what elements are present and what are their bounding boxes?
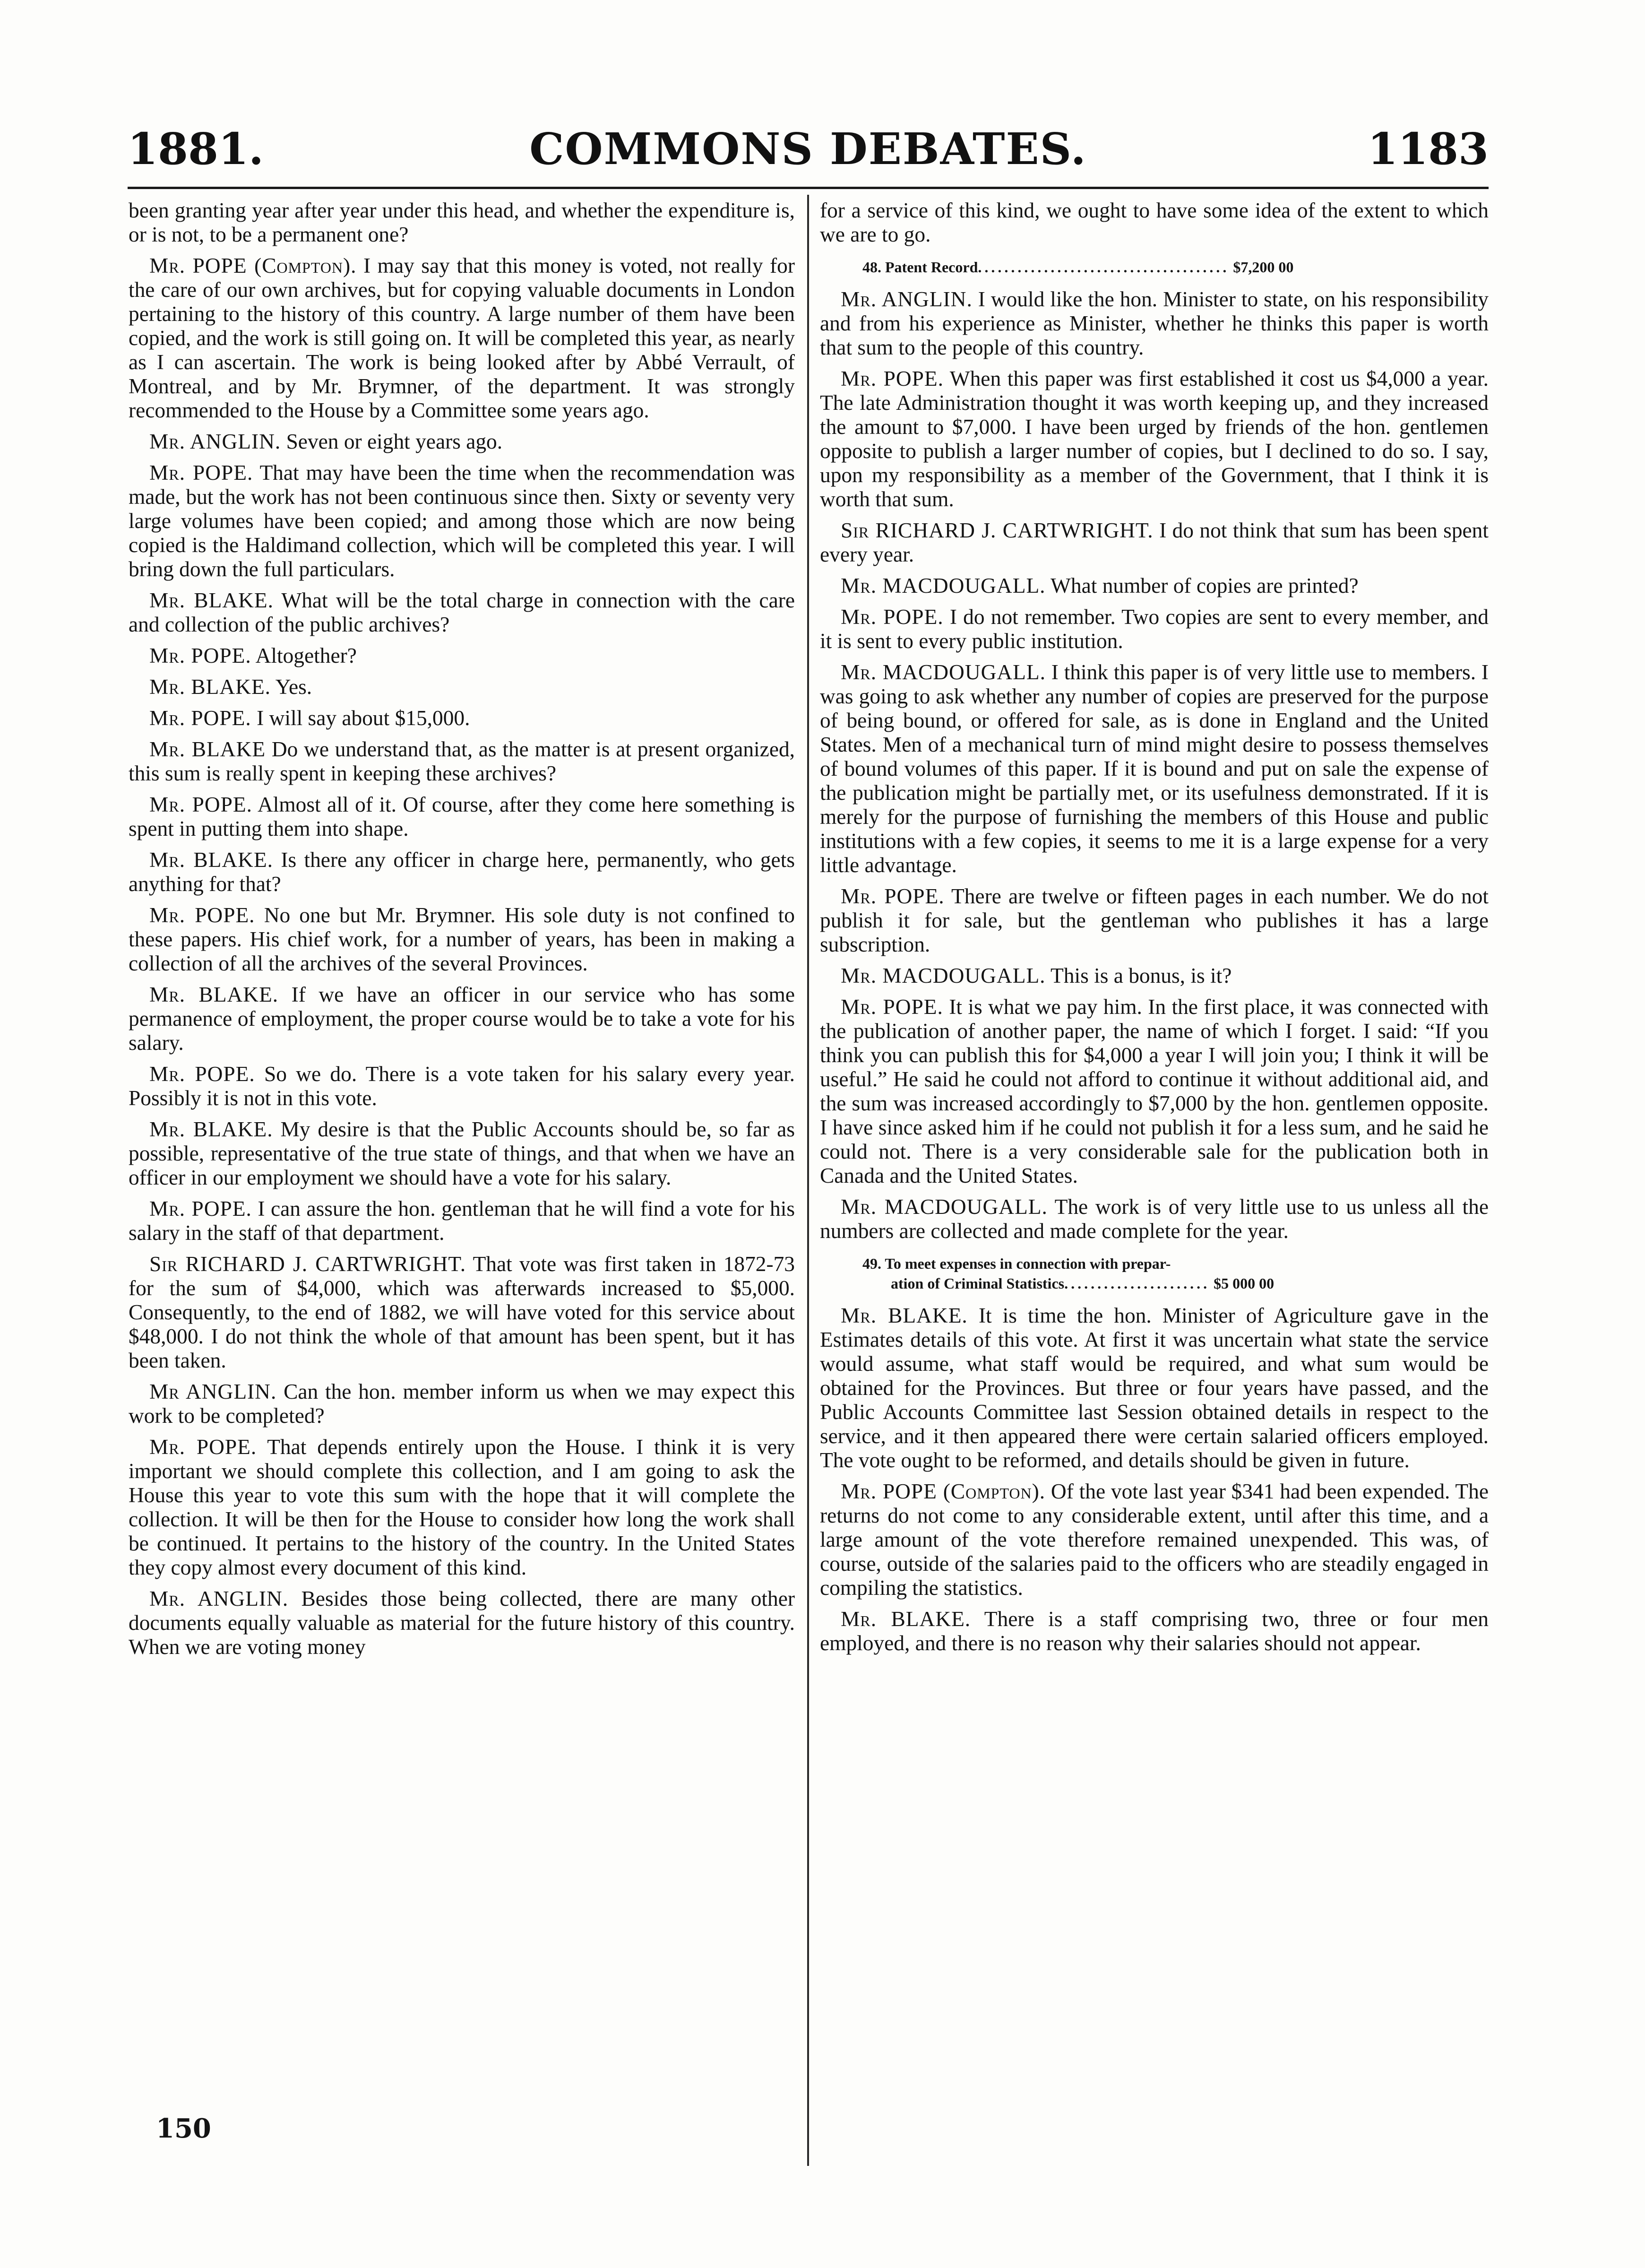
paragraph-text: That depends entirely upon the House. I think it is very important we should complete this collection, and I am going to ask the House this year to vote this sum with the hope that it will complete the collection. It will be then for the House to consider how long the work shall be continued. It pertains to the history of the country. In the United States they copy almost every document of this kind.: [129, 1435, 795, 1579]
paragraph: [820, 995, 1489, 1188]
speaker-name: Mr. BLAKE.: [149, 675, 271, 699]
paragraph: [820, 605, 1489, 653]
paragraph: [129, 1380, 795, 1428]
paragraph-text: Seven or eight years ago.: [286, 430, 503, 453]
speaker-name: Mr. MACDOUGALL.: [841, 574, 1046, 597]
paragraph-text: It is time the hon. Minister of Agriculture gave in the Estimates details of this vote. At first it was uncertain what state the service would assume, what staff would be required, and what sum would be obtained for the Provinces. But three or four years have passed, and the Public Accounts Committee last Session obtained details in respect to the service, and it then appeared there were certain salaried officers employed. The vote ought to be reformed, and details should be given in future.: [820, 1304, 1489, 1472]
paragraph: [820, 1195, 1489, 1243]
speaker-name: Mr. BLAKE: [149, 737, 266, 761]
item-label-line-2: [862, 1273, 1489, 1293]
paragraph: [820, 1304, 1489, 1472]
page-header: [128, 118, 1489, 180]
paragraph-text: There are twelve or fifteen pages in each number. We do not publish it for sale, but the gentleman who publishes it has a large subscription.: [820, 884, 1489, 956]
speaker-name: Mr. POPE.: [841, 367, 944, 390]
speaker-name: Mr. POPE.: [149, 706, 251, 730]
paragraph-text: This is a bonus, is it?: [1051, 964, 1232, 987]
paragraph-text: So we do. There is a vote taken for his salary every year. Possibly it is not in this vote.: [129, 1062, 795, 1110]
speaker-name: Mr. POPE.: [149, 461, 253, 485]
paragraph-text: I can assure the hon. gentleman that he will find a vote for his salary in the staff of that department.: [129, 1197, 795, 1245]
paragraph-text: Can the hon. member inform us when we may expect this work to be completed?: [129, 1380, 795, 1428]
header-year: 1881.: [128, 123, 264, 174]
header-page-number: 1183: [1367, 123, 1489, 174]
speaker-name: Mr. POPE.: [149, 1435, 257, 1459]
paragraph: [129, 199, 795, 247]
paragraph: [129, 1117, 795, 1190]
paragraph: [129, 461, 795, 581]
speaker-name: Mr. BLAKE.: [149, 1117, 273, 1141]
estimate-item-49: [820, 1254, 1489, 1293]
paragraph: [820, 1480, 1489, 1600]
speaker-name: Mr. ANGLIN.: [841, 287, 973, 311]
paragraph-text: When this paper was first established it cost us $4,000 a year. The late Administration thought it was worth keeping up, and they increased the amount to $7,000. I have been urged by friends of the hon. gentlemen opposite to publish a larger number of copies, but I declined to do so. I say, upon my responsibility as a member of the Government, that I think it is worth that sum.: [820, 367, 1489, 511]
paragraph: [820, 884, 1489, 957]
item-leader-dots: ......................: [1064, 1275, 1210, 1292]
paragraph-text: I do not think that sum has been spent every year.: [820, 519, 1489, 566]
item-amount: $7,200 00: [1233, 259, 1294, 276]
speaker-name: Mr. BLAKE.: [149, 848, 274, 872]
paragraph-text: Is there any officer in charge here, permanently, who gets anything for that?: [129, 848, 795, 896]
speaker-name: Mr. BLAKE.: [841, 1304, 968, 1327]
paragraph: [820, 287, 1489, 360]
item-label: ation of Criminal Statistics: [891, 1275, 1065, 1292]
paragraph: [129, 1587, 795, 1659]
paragraph: [129, 589, 795, 637]
speaker-name: Mr. POPE.: [149, 1062, 255, 1086]
speaker-name: Mr. POPE.: [149, 793, 252, 816]
paragraph: [129, 675, 795, 699]
speaker-name: Mr. POPE.: [841, 605, 944, 629]
paragraph: [129, 706, 795, 730]
speaker-name: Mr. POPE (Compton).: [841, 1480, 1046, 1503]
paragraph-text: Besides those being collected, there are many other documents equally valuable as material for the future history of this country. When we are voting money: [129, 1587, 795, 1659]
paragraph-text: It is what we pay him. In the first place, it was connected with the publication of another paper, the name of which I forget. I said: “If you think you can publish this for $4,000 a year I will join you; I think it will be useful.” He said he could not afford to continue it without additional aid, and the sum was increased accordingly to $7,000 by the hon. gentlemen opposite. I have since asked him if he could not publish it for a less sum, and he said he could not. There is a very considerable sale for the publication both in Canada and the United States.: [820, 995, 1489, 1187]
speaker-name: Sir RICHARD J. CARTWRIGHT.: [841, 519, 1154, 542]
paragraph-text: That vote was first taken in 1872-73 for the sum of $4,000, which was afterwards increased to $5,000. Consequently, to the end of 1882, we will have voted for this service about $48,000. I do not think the whole of that amount has been spent, but it has been taken.: [129, 1252, 795, 1372]
paragraph: [129, 254, 795, 423]
item-label-line-1: 49. To meet expenses in connection with prepar-: [862, 1255, 1171, 1272]
paragraph: [129, 430, 795, 454]
signature-mark: 150: [156, 2113, 211, 2144]
speaker-name: Mr. BLAKE.: [841, 1607, 971, 1631]
paragraph-text: Altogether?: [255, 644, 357, 667]
paragraph-text: Yes.: [275, 675, 312, 699]
paragraph: [820, 660, 1489, 877]
estimate-item-48: [820, 257, 1489, 277]
speaker-name: Mr. MACDOUGALL.: [841, 964, 1046, 987]
paragraph: [820, 964, 1489, 988]
speaker-name: Mr. BLAKE.: [149, 983, 279, 1006]
paragraph-text: I may say that this money is voted, not really for the care of our own archives, but for copying valuable documents in London pertaining to the history of this country. A large number of them have been copied, and the work is still going on. It will be completed this year, as nearly as I can ascertain. The work is being looked after by Abbé Verrault, of Montreal, and by Mr. Brymner, of the department. It was strongly recommended to the House by a Committee some years ago.: [129, 254, 795, 422]
speaker-name: Mr ANGLIN.: [149, 1380, 277, 1403]
paragraph-text: I would like the hon. Minister to state, on his responsibility and from his experience as Minister, whether he thinks this paper is worth that sum to the people of this country.: [820, 287, 1489, 359]
paragraph: [129, 848, 795, 896]
paragraph: [129, 644, 795, 668]
speaker-name: Mr. ANGLIN.: [149, 1587, 289, 1610]
item-label: 48. Patent Record: [862, 259, 978, 276]
paragraph-text: My desire is that the Public Accounts should be, so far as possible, representative of the true state of things, and that when we have an officer in our employment we should have a vote for his salary.: [129, 1117, 795, 1189]
paragraph-text: for a service of this kind, we ought to have some idea of the extent to which we are to go.: [820, 199, 1489, 246]
paragraph: [129, 1197, 795, 1245]
speaker-name: Mr. POPE (Compton).: [149, 254, 357, 277]
paragraph-text: Almost all of it. Of course, after they come here something is spent in putting them into shape.: [129, 793, 795, 840]
paragraph: [820, 1607, 1489, 1655]
speaker-name: Mr. POPE.: [149, 1197, 252, 1221]
paragraph-text: That may have been the time when the recommendation was made, but the work has not been continuous since then. Sixty or seventy very large volumes have been copied; and among those which are now being copied is the Haldimand collection, which will be completed this year. I will bring down the full particulars.: [129, 461, 795, 581]
paragraph: [820, 367, 1489, 511]
paragraph-text: No one but Mr. Brymner. His sole duty is not confined to these papers. His chief work, for a number of years, has been in making a collection of all the archives of the several Provinces.: [129, 903, 795, 975]
paragraph: [129, 737, 795, 786]
speaker-name: Mr. BLAKE.: [149, 589, 274, 612]
paragraph: [820, 574, 1489, 598]
paragraph-text: There is a staff comprising two, three or four men employed, and there is no reason why their salaries should not appear.: [820, 1607, 1489, 1655]
column-divider: [807, 195, 809, 2166]
speaker-name: Mr. POPE.: [149, 644, 251, 667]
paragraph-text: The work is of very little use to us unless all the numbers are collected and made complete for the year.: [820, 1195, 1489, 1243]
paragraph: [129, 1252, 795, 1373]
speaker-name: Mr. ANGLIN.: [149, 430, 281, 453]
item-leader-dots: ......................................: [978, 259, 1230, 276]
paragraph-text: What number of copies are printed?: [1051, 574, 1359, 597]
paragraph-text: Of the vote last year $341 had been expended. The returns do not come to any considerable extent, until after this time, and a large amount of the vote therefore remained unexpended. This was, of course, outside of the salaries paid to the officers who are steadily engaged in compiling the statistics.: [820, 1480, 1489, 1600]
paragraph-text: If we have an officer in our service who has some permanence of employment, the proper course would be to take a vote for his salary.: [129, 983, 795, 1055]
header-title: COMMONS DEBATES.: [529, 123, 1087, 174]
speaker-name: Mr. POPE.: [841, 995, 943, 1019]
paragraph: [820, 199, 1489, 247]
speaker-name: Mr. POPE.: [841, 884, 945, 908]
paragraph-text: I think this paper is of very little use to members. I was going to ask whether any number of copies are preserved for the purpose of being bound, or offered for sale, as is done in England and the United States. Men of a mechanical turn of mind might desire to possess themselves of bound volumes of this paper. If it is bound and put on sale the expense of the publication might be partially met, or its usefulness demonstrated. If it is merely for the purpose of furnishing the members of this House and public institutions with a few copies, it seems to me it is a large expense for a very little advantage.: [820, 660, 1489, 877]
paragraph-text: What will be the total charge in connection with the care and collection of the public archives?: [129, 589, 795, 636]
speaker-name: Mr. POPE.: [149, 903, 255, 927]
paragraph: [129, 983, 795, 1055]
paragraph-text: been granting year after year under this head, and whether the expenditure is, or is not, to be a permanent one?: [129, 199, 795, 246]
paragraph: [129, 903, 795, 976]
speaker-name: Mr. MACDOUGALL.: [841, 660, 1046, 684]
paragraph-text: I will say about $15,000.: [257, 706, 470, 730]
paragraph: [129, 1062, 795, 1110]
header-rule: [128, 187, 1489, 189]
left-column: [129, 199, 795, 1666]
paragraph: [129, 1435, 795, 1580]
paragraph: [820, 519, 1489, 567]
paragraph: [129, 793, 795, 841]
paragraph-text: I do not remember. Two copies are sent to every member, and it is sent to every public institution.: [820, 605, 1489, 653]
item-amount: $5 000 00: [1214, 1275, 1275, 1292]
speaker-name: Mr. MACDOUGALL.: [841, 1195, 1048, 1219]
paragraph-text: Do we understand that, as the matter is at present organized, this sum is really spent in keeping these archives?: [129, 737, 795, 785]
speaker-name: Sir RICHARD J. CARTWRIGHT.: [149, 1252, 466, 1276]
right-column: [820, 199, 1489, 1662]
